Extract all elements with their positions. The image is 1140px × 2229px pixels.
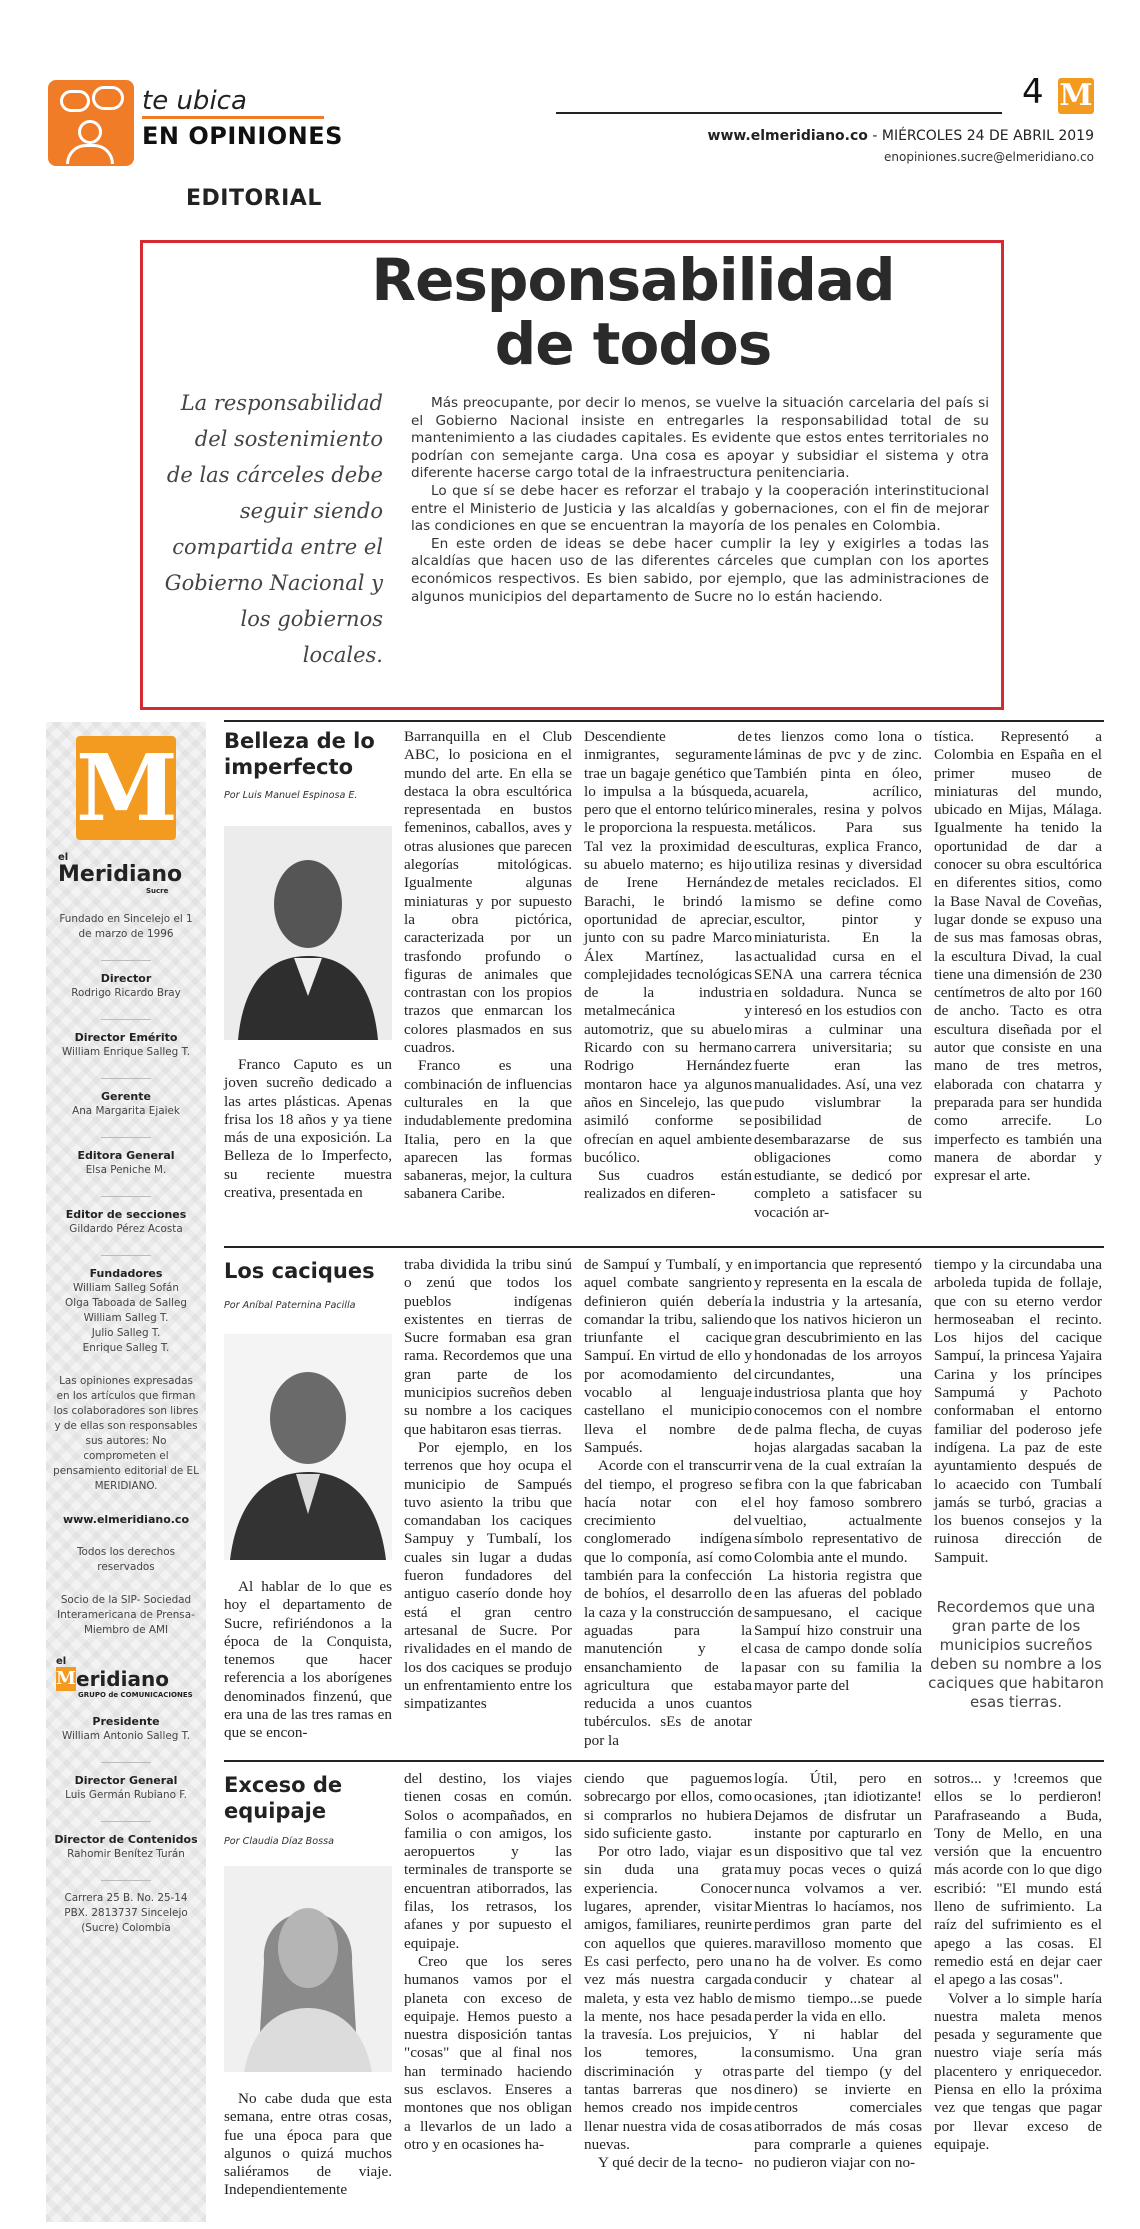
article-1-column bbox=[404, 728, 572, 1204]
article-3-text: Y ni hablar del consumismo. Una gran parte del tiempo (y del dinero) se invierte en centros comerciales atiborrados de más cosas para comprarle a quienes no pudieron viajar con no- bbox=[754, 2026, 922, 2172]
article-rule bbox=[224, 1760, 1104, 1762]
rights-text: Todos los derechos reservados bbox=[76, 1546, 176, 1573]
founded-text: Fundado en Sincelejo el 1 de marzo de 1996 bbox=[59, 913, 193, 940]
masthead-sidebar bbox=[46, 722, 206, 2222]
article-3-text: ciendo que paguemos sobrecargo por ellos, como si comprarlos no hubiera sido suficiente gasto. bbox=[584, 1770, 752, 1842]
sidebar-site-link[interactable]: www.elmeridiano.co bbox=[62, 1513, 190, 1526]
article-3-text: No cabe duda que esta semana, entre otras cosas, fue una época para que algunos o quizá muchos saliéramos de viaje. Independientemente bbox=[224, 2090, 392, 2199]
group-el: el bbox=[56, 1656, 67, 1667]
article-1-byline: Por Luis Manuel Espinosa E. bbox=[224, 790, 358, 801]
author-silhouette-icon bbox=[224, 1334, 392, 1560]
credit-title: Director Emérito bbox=[74, 1031, 178, 1044]
article-3-text: logía. Útil, pero en ocasiones, ¡tan idiotizante! Dejamos de disfrutar un instante por capturarlo en un dispositivo que tal vez muy pocas veces o quizá nunca volvamos a ver. Mientras lo hacíamos, nos perdimos gran parte del maravilloso momento que no ha de volver. Es como conducir y chatear al mismo tiempo...se puede perder la vida en ello. bbox=[754, 1770, 922, 2025]
sidebar-divider bbox=[101, 1255, 151, 1256]
article-3-text: sotros... y !creemos que ellos se lo perdieron! Parafraseando a Buda, Tony de Mello, en una versión que la encuentro más acorde con lo que digo escribió: "El mundo está lleno de sufrimiento. La raíz del sufrimiento es el apego a las cosas. El remedio está en dejar caer el apego a las cosas". bbox=[934, 1770, 1102, 1989]
founder-name: Julio Salleg T. bbox=[91, 1327, 161, 1339]
founder-name: Olga Taboada de Salleg bbox=[65, 1297, 187, 1309]
article-1-title: Belleza de lo imperfecto bbox=[224, 729, 375, 779]
editorial-paragraph: Lo que sí se debe hacer es reforzar el trabajo y la cooperación interinstitucional entre el Ministerio de Justicia y las alcaldías y gobernaciones, con el fin de mejorar las condiciones en que se encuentran la mayoría de los penales en Colombia. bbox=[411, 482, 989, 535]
tagline-divider bbox=[142, 116, 324, 119]
article-rule bbox=[224, 720, 1104, 722]
article-1-text: Descendiente de inmigrantes, seguramente trae un bagaje genético que lo impulsa a la búsqueda, pero que el entorno telúrico le proporciona la respuesta. Tal vez la proximidad de su abuelo materno; es hijo de Irene Hernández Barachi, le brindó la oportunidad de apreciar, junto con su padre Marco Álex Martínez, las complejidades tecnológicas de la industria metalmecánica y automotriz, que su abuelo Ricardo con su hermano Rodrigo Hernández montaron hace ya algunos años en Sincelejo, las que asimiló conforme se ofrecían en aquel ambiente bucólico. bbox=[584, 728, 752, 1166]
editorial-title-line-2: de todos bbox=[494, 310, 772, 378]
article-2-text: importancia que representó y representa en la escala de la industria y la artesanía, que los nativos hicieron un gran descubrimiento en las hondonadas de los arroyos circundantes, una industriosa planta que hoy conocemos con el nombre de palma flecha, de cuyas hojas alargadas sacaban la vena de la cual extraían la fibra con la que fabricaban el hoy famoso sombrero vueltiao, actualmente símbolo representativo de Colombia ante el mundo. bbox=[754, 1256, 922, 1566]
article-1-column bbox=[224, 1056, 392, 1202]
credit-name: Luis Germán Rubiano F. bbox=[65, 1789, 187, 1801]
article-3-text: del destino, los viajes tienen cosas en común. Solos o acompañados, en familia o con amigos, los aeropuertos y las terminales de transporte se encuentran atiborrados, las filas, los retrasos, los afanes y por supuesto el equipaje. bbox=[404, 1770, 572, 1952]
sidebar-divider bbox=[101, 1821, 151, 1822]
sidebar-divider bbox=[101, 1880, 151, 1881]
sidebar-divider bbox=[101, 1137, 151, 1138]
author-photo bbox=[224, 1334, 392, 1560]
editorial-title bbox=[343, 248, 923, 376]
credit-title: Director General bbox=[74, 1774, 178, 1787]
author-photo bbox=[224, 1866, 392, 2072]
sidebar-brand bbox=[46, 852, 206, 895]
sidebar-divider bbox=[101, 1078, 151, 1079]
brand-el: el bbox=[58, 852, 69, 863]
article-3-column bbox=[224, 2090, 392, 2200]
credit-title: Editora General bbox=[77, 1149, 175, 1162]
author-silhouette-icon bbox=[224, 826, 392, 1040]
article-3-text: Volver a lo simple haría nuestra maleta menos pesada y seguramente que nuestro viaje sería más placentero y enriquecedor. Piensa en ello la próxima vez que tengas que pagar por llevar exceso de equipaje. bbox=[934, 1989, 1102, 2153]
sidebar-divider bbox=[101, 960, 151, 961]
header-site[interactable]: www.elmeridiano.co bbox=[707, 128, 868, 144]
credit-title: Director de Contenidos bbox=[54, 1833, 198, 1846]
credit-name: Rahomir Benítez Turán bbox=[67, 1848, 185, 1860]
sidebar-credits bbox=[52, 912, 200, 1954]
article-3-text: Creo que los seres humanos vamos por el planeta con exceso de equipaje. Hemos puesto a nuestra disposición tantas "cosas" que al final nos han terminado haciendo sus esclavos. Enseres a montones que nos obligan a llevarlos de un lado a otro y en ocasiones ha- bbox=[404, 1952, 572, 2153]
article-1-column bbox=[934, 728, 1102, 1185]
credit-title: Presidente bbox=[92, 1715, 160, 1728]
editorial-title-line-1: Responsabilidad bbox=[371, 246, 895, 314]
article-1-text: tes lienzos como lona o láminas de pvc y de zinc. También pinta en óleo, acuarela, acrílico, minerales, resina y polvos metálicos. Para sus esculturas, explica Franco, utiliza resinas y diversidad de metales reciclados. El mismo se define como escultor, pintor y miniaturista. En la actualidad cursa en el SENA una carrera técnica en soldadura. Nunca se interesó en los estudios con miras a culminar una carrera universitaria; su fuerte eran las manualidades. Así, una vez pudo vislumbrar la posibilidad de desembarazarse de sus obligaciones como estudiante, se dedicó por completo a satisfacer su vocación ar- bbox=[754, 728, 922, 1221]
article-3-column bbox=[404, 1770, 572, 2154]
address-text: Carrera 25 B. No. 25-14 PBX. 2813737 Sincelejo (Sucre) Colombia bbox=[64, 1892, 188, 1934]
article-3-column bbox=[934, 1770, 1102, 2154]
credit-title: Director bbox=[100, 972, 152, 985]
header-rule bbox=[556, 112, 1002, 114]
article-2-text: La historia registra que en las afueras del poblado sampuesano, el cacique Sampuí hizo construir una casa de campo donde solía pasar con su familia la mayor parte del bbox=[754, 1567, 922, 1694]
article-2-title: Los caciques bbox=[224, 1259, 375, 1283]
credit-name: Elsa Peniche M. bbox=[85, 1164, 167, 1176]
author-photo bbox=[224, 826, 392, 1040]
sidebar-divider bbox=[101, 1196, 151, 1197]
page-number: 4 bbox=[1022, 72, 1044, 112]
sidebar-divider bbox=[101, 1019, 151, 1020]
brand-name: Meridiano bbox=[58, 862, 183, 887]
tagline-en-opiniones: EN OPINIONES bbox=[142, 122, 343, 150]
header-date: - MIÉRCOLES 24 DE ABRIL 2019 bbox=[867, 128, 1094, 144]
article-2-text: de Sampuí y Tumbalí, y en aquel combate sangriento definieron quién debería comandar la tribu, saliendo triunfante el cacique Sampuí. En virtud de ello y por acomodamiento del vocablo al lenguaje castellano el municipio lleva el nombre de Sampués. bbox=[584, 1256, 752, 1456]
credit-name: William Antonio Salleg T. bbox=[61, 1730, 191, 1742]
editorial-pullquote: La responsabilidad del sostenimiento de las cárceles debe seguir siendo compartida entre el Gobierno Nacional y los gobiernos locales. bbox=[164, 391, 383, 667]
article-1-text: Barranquilla en el Club ABC, lo posiciona en el mundo del arte. En ella se destaca la obra escultórica representada en bustos femeninos, caballos, aves y otras alusiones que parecen alegorías mitológicas. Igualmente algunas miniaturas y por supuesto la obra pictórica, caracterizada por un trasfondo profundo o figuras de animales que contrastan con los propios trazos que enmarcan los colores plasmados en sus cuadros. bbox=[404, 728, 572, 1057]
article-1-text: Sus cuadros están realizados en diferen- bbox=[584, 1167, 752, 1203]
editorial-paragraph: Más preocupante, por decir lo menos, se vuelve la situación carcelaria del país si el Gobierno Nacional insiste en entregarles la responsabilidad total de su mantenimiento a las ciudades capitales. Es evidente que estos entes territoriales no podrían con semejante carga. Una cosa es apoyar y subsidiar el sistema y otra diferente hacerse cargo total de la infraestructura penitenciaria. bbox=[411, 395, 989, 482]
credit-title: Gerente bbox=[101, 1090, 151, 1103]
article-3-text: Y qué decir de la tecno- bbox=[598, 2154, 743, 2172]
grupo-comunicaciones-logo bbox=[56, 1656, 196, 1700]
article-2-text: traba dividida la tribu sinú o zenú que todos los pueblos indígenas existentes en tierras de Sucre formaban esa gran rama. Recordemos que una gran parte de los municipios sucreños deben su nombre a los caciques que habitaron esas tierras. bbox=[404, 1256, 572, 1438]
meridiano-m-icon: M bbox=[1059, 78, 1093, 113]
meridiano-logo-icon: M bbox=[76, 734, 178, 842]
article-2-text: tiempo y la circundaba una arboleda tupida de follaje, que con su eterno verdor hermoseaban el recinto. Los hijos del cacique Sampuí, la princesa Yajaira Carina y los príncipes Sampumá y Pachoto conformaban el entorno familiar del poderoso jefe indígena. La paz de este ayuntamiento después de lo acaecido con Tumbalí jamás se turbó, gracias a los buenos consejos y la ruinosa dirección de Sampuit. bbox=[934, 1256, 1102, 1566]
brand-sub: Sucre bbox=[146, 887, 169, 895]
article-1-column bbox=[754, 728, 922, 1222]
article-2-text: Acorde con el transcurrir del tiempo, el progreso se hacía notar con el crecimiento del conglomerado indígena que lo componía, así como también para la confección de bohíos, el desarrollo de la caza y la construcción de aguadas para la manutención y el ensanchamiento de la agricultura que estaba reducida a unos cuantos tubérculos. sEs de anotar por la bbox=[584, 1457, 752, 1749]
article-3-byline: Por Claudia Díaz Bossa bbox=[224, 1836, 335, 1847]
editorial-box bbox=[140, 240, 1004, 710]
founder-name: William Salleg Sofán bbox=[73, 1282, 179, 1294]
credit-name: Rodrigo Ricardo Bray bbox=[71, 987, 181, 999]
article-2-column bbox=[934, 1256, 1102, 1567]
group-sub: GRUPO de COMUNICACIONES bbox=[78, 1691, 193, 1699]
group-m-icon: M bbox=[56, 1668, 76, 1689]
article-1-column bbox=[584, 728, 752, 1204]
article-2-pullquote: Recordemos que una gran parte de los municipios sucreños deben su nombre a los caciques que habitaron esas tierras. bbox=[928, 1598, 1104, 1711]
article-3-text: Por otro lado, viajar es sin duda una grata experiencia. Conocer lugares, aprender, visitar amigos, familiares, reunirte con aquellos que quieres. Es casi perfecto, pero una vez más nuestra cargada maleta, y esta vez hablo de la mente, nos hace pesada la travesía. Los prejuicios, los temores, la discriminación y otras tantas barreras que nos hemos creado nos impide llenar nuestra vida de cosas nuevas. bbox=[584, 1843, 752, 2153]
author-silhouette-icon bbox=[224, 1866, 392, 2072]
article-2-text: Por ejemplo, en los terrenos que hoy ocupa el municipio de Sampués tuvo asiento la tribu que comandaban los caciques Sampuy y Tumbalí, los cuales sin lugar a dudas fueron fundadores del antiguo caserío donde hoy está el gran centro artesanal de Sucre. Por rivalidades en el mando de los dos caciques se produjo un enfrentamiento entre los simpatizantes bbox=[404, 1438, 572, 1713]
group-name: eridiano bbox=[76, 1667, 169, 1691]
credit-name: William Enrique Salleg T. bbox=[61, 1046, 190, 1058]
article-2-byline: Por Aníbal Paternina Pacilla bbox=[224, 1300, 356, 1311]
article-1-text: Franco Caputo es un joven sucreño dedicado a las artes plásticas. Apenas frisa los 18 años y ya tiene más de una exposición. La Belleza de lo Imperfecto, su reciente muestra creativa, presentada en bbox=[224, 1056, 392, 1202]
sip-membership: Socio de la SIP- Sociedad Interamericana de Prensa- Miembro de AMI bbox=[57, 1594, 195, 1636]
article-2-text: Al hablar de lo que es hoy el departamento de Sucre, refiriéndonos a la época de la Conquista, tenemos que hacer referencia a los aborígenes denominados finzenú, que era una de las tres ramas en que se encon- bbox=[224, 1578, 392, 1742]
section-label: EDITORIAL bbox=[186, 186, 322, 211]
article-2-column bbox=[754, 1256, 922, 1695]
founder-name: William Salleg T. bbox=[83, 1312, 169, 1324]
editorial-body bbox=[411, 395, 989, 606]
credit-name: Gildardo Pérez Acosta bbox=[69, 1223, 183, 1235]
article-3-column bbox=[754, 1770, 922, 2173]
article-3-title: Exceso de equipaje bbox=[224, 1773, 343, 1823]
header-email[interactable]: enopiniones.sucre@elmeridiano.co bbox=[884, 150, 1094, 164]
article-2-column bbox=[404, 1256, 572, 1713]
te-ubica-logo-icon bbox=[48, 80, 134, 166]
header-dateline bbox=[708, 128, 1094, 144]
article-1-text: Franco es una combinación de influencias culturales en la que indudablemente predomina Italia, pero en la que aparecen las formas sabaneras, mejor, la cultura sabanera Caribe. bbox=[404, 1057, 572, 1203]
article-rule bbox=[224, 1246, 1104, 1248]
credit-title: Editor de secciones bbox=[65, 1208, 187, 1221]
credit-name: Ana Margarita Ejaiek bbox=[72, 1105, 180, 1117]
editorial-paragraph: En este orden de ideas se debe hacer cumplir la ley y exigirles a todas las alcaldías que hacen uso de las diferentes cárceles que cumplan con los aportes económicos respectivos. Es bien sabido, por ejemplo, que las administraciones de algunos municipios del departamento de Sucre no lo están haciendo. bbox=[411, 535, 989, 605]
article-2-column bbox=[584, 1256, 752, 1750]
article-2-column bbox=[224, 1578, 392, 1743]
sidebar-divider bbox=[101, 1762, 151, 1763]
article-3-column bbox=[584, 1770, 752, 2173]
opinion-disclaimer: Las opiniones expresadas en los artículos que firman los colaboradores son libres y de ellas son responsables sus autores: No comprometen el pensamiento editorial de EL MERIDIANO. bbox=[53, 1375, 199, 1492]
tagline-te-ubica: te ubica bbox=[142, 86, 247, 116]
founder-name: Enrique Salleg T. bbox=[82, 1342, 170, 1354]
credit-title: Fundadores bbox=[89, 1267, 163, 1280]
article-1-text: tística. Representó a Colombia en España en el primer museo de miniaturas del mundo, ubicado en Mijas, Málaga. Igualmente ha tenido la oportunidad de dar a conocer su obra escultórica en diferentes sitios, como la Base Naval de Coveñas, lugar donde se expuso una de sus mas famosas obras, la escultura Divad, la cual tiene una dimensión de 230 centímetros de alto por 160 de ancho. Tacto es otra escultura diseñada por el autor que consiste en una mano de tres metros, elaborada con chatarra y preparada para ser hundida como arrecife. Lo imperfecto es también una manera de abordar y expresar el arte. bbox=[934, 728, 1102, 1185]
